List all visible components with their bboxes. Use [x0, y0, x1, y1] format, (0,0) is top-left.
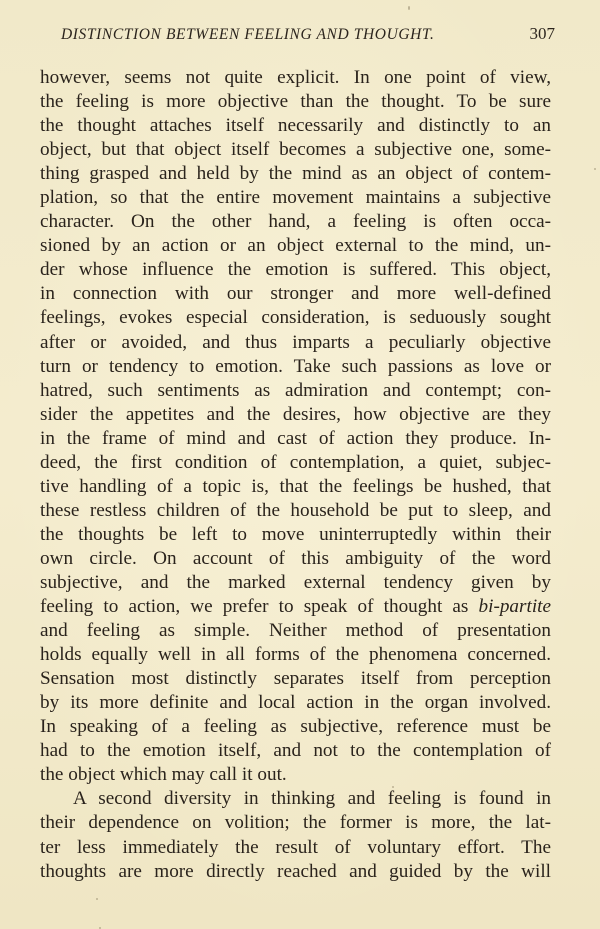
text-line: Sensation most distinctly separates itself from perception: [40, 668, 551, 690]
paragraph-2: [40, 787, 551, 883]
text-line-with-italic: [40, 595, 551, 619]
text-line: object, but that object itself becomes a subjective one, some-: [40, 139, 551, 161]
text-line: turn or tendency to emotion. Take such passions as love or: [40, 355, 551, 377]
text-line: the feeling is more objective than the thought. To be sure: [40, 91, 551, 113]
text-segment: feeling to action, we prefer to speak of thought as: [40, 596, 469, 618]
text-line: thoughts are more directly reached and guided by the will: [40, 860, 551, 882]
text-line: in the frame of mind and cast of action they produce. In-: [40, 427, 551, 449]
text-line: by its more definite and local action in the organ involved.: [40, 692, 551, 714]
page-number: 307: [529, 24, 555, 43]
text-line: character. On the other hand, a feeling is often occa-: [40, 211, 551, 233]
text-line: tive handling of a topic is, that the feelings be hushed, that: [40, 475, 551, 497]
text-line: sider the appetites and the desires, how objective are they: [40, 403, 551, 425]
text-line: subjective, and the marked external tendency given by: [40, 571, 551, 593]
running-title: DISTINCTION BETWEEN FEELING AND THOUGHT.: [61, 26, 435, 43]
italic-term: bi-partite: [478, 596, 551, 618]
text-line-paragraph-start: A second diversity in thinking and feeling is found in: [73, 788, 551, 810]
text-line-paragraph-end: the object which may call it out.: [40, 764, 287, 786]
text-line: after or avoided, and thus imparts a peculiarly objective: [40, 331, 551, 353]
paragraph-1: [40, 66, 551, 787]
text-line: and feeling as simple. Neither method of presentation: [40, 620, 551, 642]
text-line: their dependence on volition; the former is more, the lat-: [40, 812, 551, 834]
text-line: der whose influence the emotion is suffered. This object,: [40, 259, 551, 281]
paper-speck: [392, 786, 394, 788]
text-line: had to the emotion itself, and not to the contemplation of: [40, 740, 551, 762]
paper-speck: [96, 898, 98, 900]
text-line: in connection with our stronger and more well-defined: [40, 283, 551, 305]
paper-speck: [408, 6, 410, 10]
text-line: ter less immediately the result of voluntary effort. The: [40, 836, 551, 858]
text-line: hatred, such sentiments as admiration and contempt; con-: [40, 379, 551, 401]
paper-speck: [594, 168, 596, 170]
text-line: deed, the first condition of contemplation, a quiet, subjec-: [40, 451, 551, 473]
text-line: these restless children of the household be put to sleep, and: [40, 499, 551, 521]
text-line: the thoughts be left to move uninterruptedly within their: [40, 523, 551, 545]
text-line: plation, so that the entire movement maintains a subjective: [40, 187, 551, 209]
text-line: the thought attaches itself necessarily and distinctly to an: [40, 115, 551, 137]
text-line: own circle. On account of this ambiguity of the word: [40, 547, 551, 569]
text-line: feelings, evokes especial consideration, is seduously sought: [40, 307, 551, 329]
running-header: [61, 24, 555, 48]
body-text: [40, 66, 551, 884]
text-line: holds equally well in all forms of the phenomena concerned.: [40, 644, 551, 666]
text-line: In speaking of a feeling as subjective, reference must be: [40, 716, 551, 738]
text-line: thing grasped and held by the mind as an object of contem-: [40, 163, 551, 185]
text-line: sioned by an action or an object external to the mind, un-: [40, 235, 551, 257]
text-line: however, seems not quite explicit. In one point of view,: [40, 67, 551, 88]
